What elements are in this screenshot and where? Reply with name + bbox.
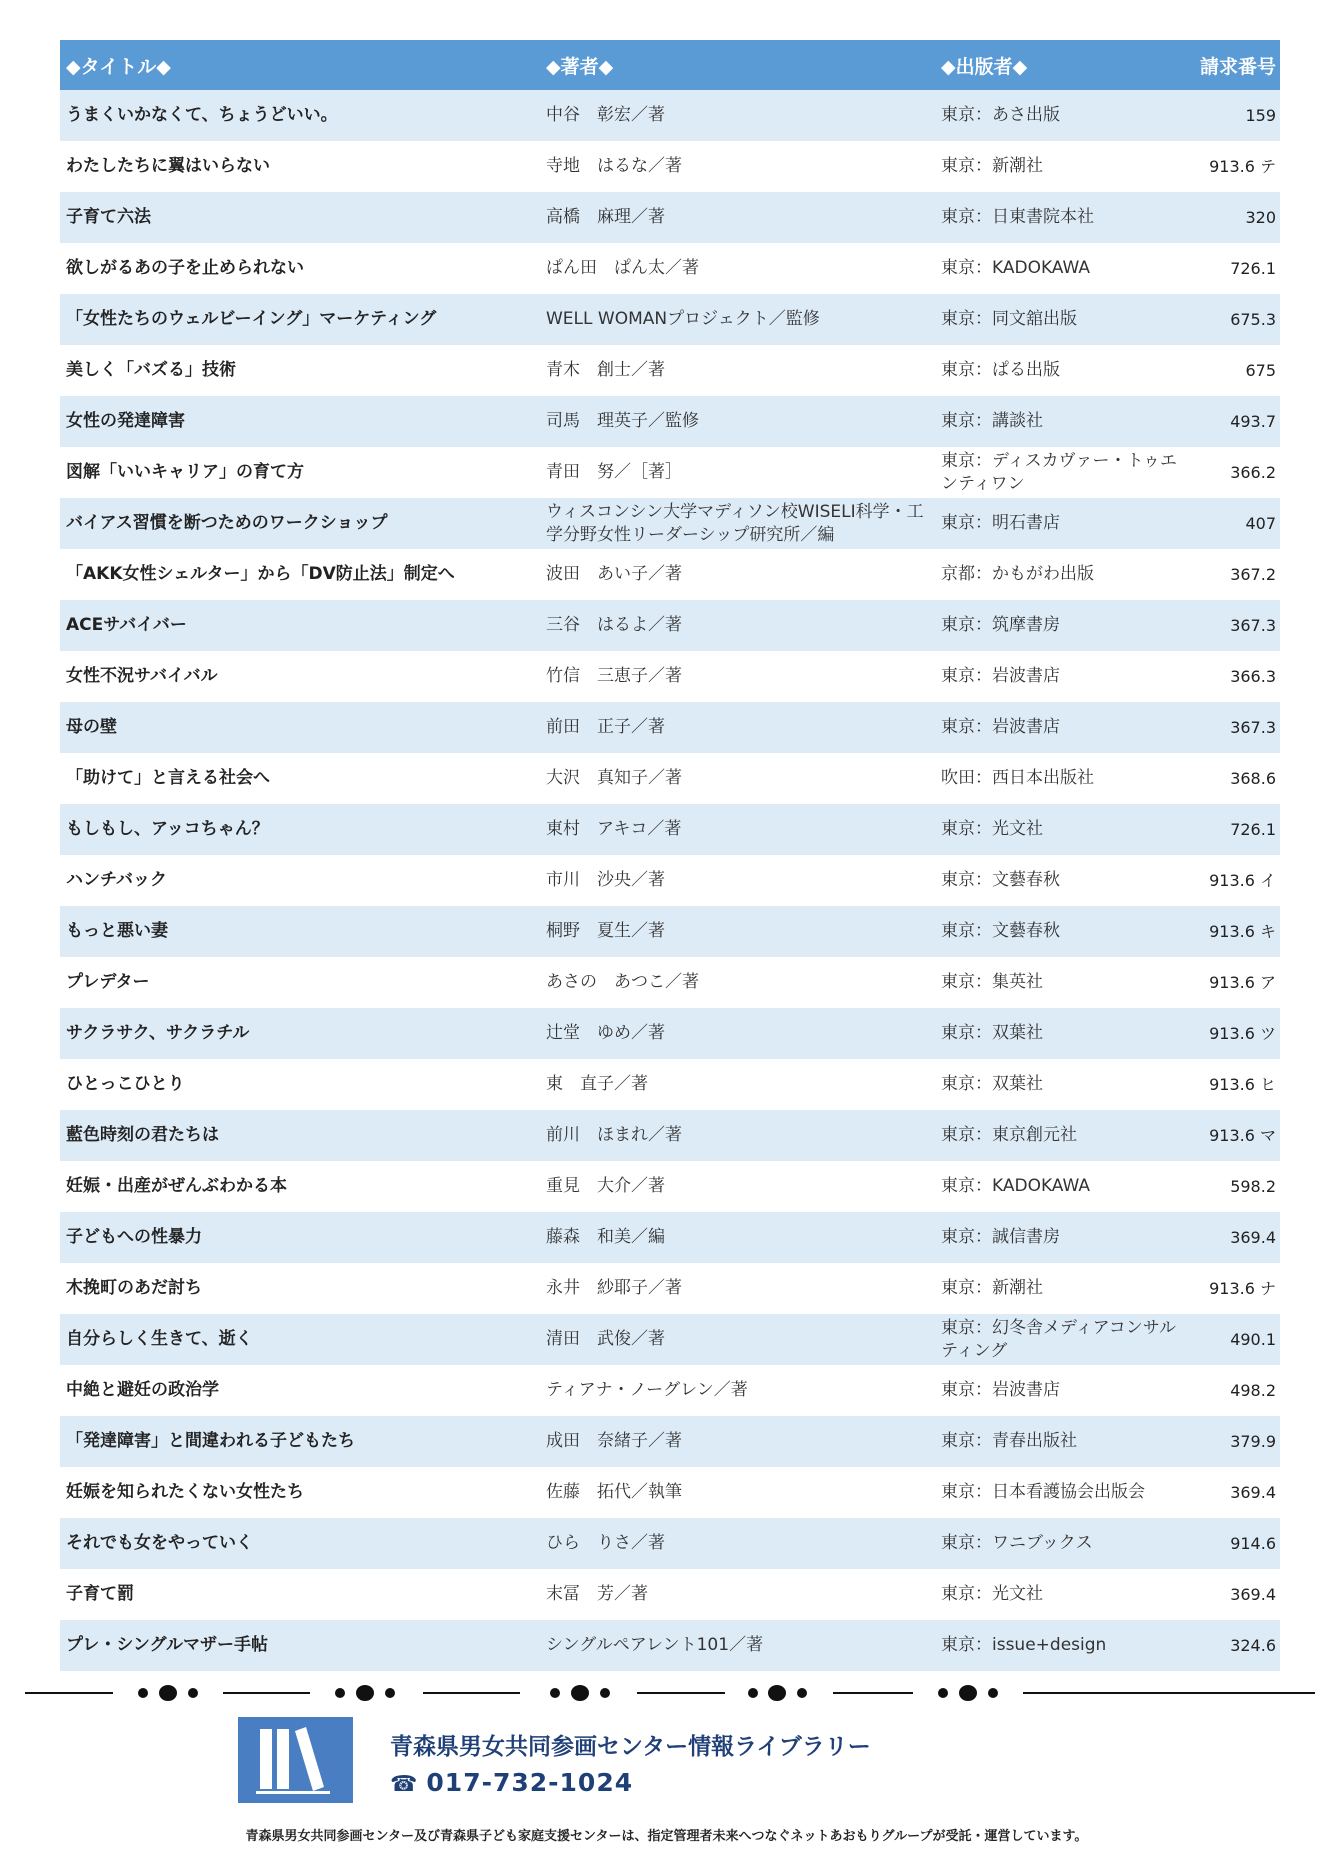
book-title: 美しく「バズる」技術: [66, 360, 236, 380]
book-title: 欲しがるあの子を止められない: [66, 258, 304, 278]
book-author: ぱん田 ぱん太／著: [546, 258, 699, 278]
book-publisher: 東京：光文社: [941, 1584, 1043, 1604]
book-call-number: 367.3: [1230, 616, 1276, 635]
book-call-number: 913.6 イ: [1209, 871, 1276, 890]
book-call-number: 368.6: [1230, 769, 1276, 788]
table-row: [60, 141, 1280, 192]
book-title: 妊娠を知られたくない女性たち: [66, 1482, 304, 1502]
book-publisher: 東京：ぱる出版: [941, 360, 1060, 380]
table-row: [60, 396, 1280, 447]
book-call-number: 320: [1245, 208, 1276, 227]
book-title: 女性不況サバイバル: [66, 666, 218, 686]
book-publisher: 東京：同文舘出版: [941, 309, 1077, 329]
book-author: 寺地 はるな／著: [546, 156, 682, 176]
book-author: 青田 努／［著］: [546, 462, 682, 482]
book-author: シングルペアレント101／著: [546, 1635, 764, 1655]
dotted-divider: [25, 1681, 1315, 1705]
table-row: [60, 1263, 1280, 1314]
book-publisher: 東京：筑摩書房: [941, 615, 1060, 635]
book-call-number: 913.6 ツ: [1209, 1024, 1276, 1043]
book-publisher: 東京：あさ出版: [941, 105, 1060, 125]
book-call-number: 913.6 マ: [1209, 1126, 1276, 1145]
book-publisher: 東京：新潮社: [941, 156, 1043, 176]
book-publisher: 東京：日東書院本社: [941, 207, 1094, 227]
table-row: [60, 600, 1280, 651]
book-publisher: 東京：光文社: [941, 819, 1043, 839]
book-publisher: 東京：新潮社: [941, 1278, 1043, 1298]
table-row: [60, 345, 1280, 396]
book-call-number: 675.3: [1230, 310, 1276, 329]
book-author: ひら りさ／著: [546, 1533, 665, 1553]
book-title: 子どもへの性暴力: [66, 1227, 202, 1247]
book-title: もしもし、アッコちゃん？: [66, 819, 269, 839]
book-author: ティアナ・ノーグレン／著: [546, 1380, 748, 1400]
table-header: [60, 40, 1280, 90]
table-row: [60, 1569, 1280, 1620]
book-call-number: 366.3: [1230, 667, 1276, 686]
table-row: [60, 498, 1280, 549]
book-call-number: 490.1: [1230, 1330, 1276, 1349]
books-icon: [238, 1717, 353, 1803]
table-row: [60, 294, 1280, 345]
table-row: [60, 753, 1280, 804]
table-row: [60, 1212, 1280, 1263]
book-call-number: 913.6 テ: [1209, 157, 1276, 176]
book-call-number: 913.6 ヒ: [1209, 1075, 1276, 1094]
book-publisher: 東京：KADOKAWA: [941, 258, 1091, 278]
book-call-number: 367.3: [1230, 718, 1276, 737]
book-call-number: 369.4: [1230, 1228, 1276, 1247]
table-row: [60, 957, 1280, 1008]
header-publisher: ◆出版者◆: [941, 55, 1028, 78]
book-call-number: 914.6: [1230, 1534, 1276, 1553]
book-title: 子育て六法: [66, 207, 151, 227]
table-row: [60, 1620, 1280, 1671]
book-publisher: 東京：東京創元社: [941, 1125, 1077, 1145]
book-author: 前川 ほまれ／著: [546, 1125, 682, 1145]
book-author: 藤森 和美／編: [546, 1227, 665, 1247]
book-publisher: 東京：日本看護協会出版会: [941, 1482, 1145, 1502]
book-call-number: 324.6: [1230, 1636, 1276, 1655]
book-author: 辻堂 ゆめ／著: [546, 1023, 665, 1043]
book-publisher: 東京：岩波書店: [941, 717, 1060, 737]
book-call-number: 159: [1245, 106, 1276, 125]
book-call-number: 913.6 ナ: [1209, 1279, 1276, 1298]
table-row: [60, 1110, 1280, 1161]
book-call-number: 726.1: [1230, 820, 1276, 839]
book-title: ひとっこひとり: [66, 1074, 185, 1094]
table-row: [60, 90, 1280, 141]
book-title: 女性の発達障害: [66, 411, 185, 431]
book-title: サクラサク、サクラチル: [66, 1023, 250, 1043]
header-row: [60, 40, 1280, 90]
book-call-number: 675: [1245, 361, 1276, 380]
book-list-table: [60, 40, 1280, 1671]
book-title: 「女性たちのウェルビーイング」マーケティング: [66, 309, 437, 329]
book-publisher: 京都：かもがわ出版: [941, 564, 1094, 584]
header-call-number: 請求番号: [1199, 55, 1276, 78]
table-row: [60, 855, 1280, 906]
table-row: [60, 906, 1280, 957]
book-author: あさの あつこ／著: [546, 972, 699, 992]
header-title: ◆タイトル◆: [66, 55, 171, 78]
book-author: 末冨 芳／著: [546, 1584, 648, 1604]
book-call-number: 367.2: [1230, 565, 1276, 584]
book-author: 青木 創士／著: [546, 360, 665, 380]
book-publisher: 東京：幻冬舎メディアコンサルティング: [941, 1317, 1176, 1361]
book-call-number: 726.1: [1230, 259, 1276, 278]
book-title: 中絶と避妊の政治学: [66, 1380, 219, 1400]
book-publisher: 東京：青春出版社: [941, 1431, 1077, 1451]
book-publisher: 東京：岩波書店: [941, 1380, 1060, 1400]
book-title: それでも女をやっていく: [66, 1533, 253, 1553]
book-title: 木挽町のあだ討ち: [66, 1278, 202, 1298]
book-author: 竹信 三恵子／著: [546, 666, 682, 686]
table-row: [60, 804, 1280, 855]
table-row: [60, 1467, 1280, 1518]
book-call-number: 407: [1245, 514, 1276, 533]
library-logo: [238, 1717, 353, 1803]
book-call-number: 366.2: [1230, 463, 1276, 482]
table-row: [60, 1365, 1280, 1416]
book-author: 佐藤 拓代／執筆: [546, 1482, 682, 1502]
book-publisher: 吹田：西日本出版社: [941, 768, 1094, 788]
phone-number: 017-732-1024: [426, 1768, 634, 1797]
book-author: 永井 紗耶子／著: [546, 1278, 682, 1298]
book-title: プレ・シングルマザー手帖: [66, 1635, 269, 1655]
book-author: WELL WOMANプロジェクト／監修: [546, 309, 820, 329]
table-row: [60, 1008, 1280, 1059]
book-call-number: 498.2: [1230, 1381, 1276, 1400]
table-body: [60, 90, 1280, 1671]
book-publisher: 東京：KADOKAWA: [941, 1176, 1091, 1196]
table-row: [60, 651, 1280, 702]
book-call-number: 913.6 キ: [1209, 922, 1276, 941]
book-call-number: 913.6 ア: [1209, 973, 1276, 992]
book-call-number: 379.9: [1230, 1432, 1276, 1451]
book-author: 重見 大介／著: [546, 1176, 665, 1196]
phone-number-line: [390, 1768, 633, 1797]
book-publisher: 東京：ワニブックス: [941, 1533, 1093, 1553]
book-author: 市川 沙央／著: [546, 870, 665, 890]
management-note: 青森県男女共同参画センター及び青森県子ども家庭支援センターは、指定管理者未来へつなぐネットあおもりグループが受託・運営しています。: [245, 1829, 1088, 1844]
book-title: 母の壁: [66, 717, 117, 737]
table-row: [60, 1161, 1280, 1212]
book-author: 波田 あい子／著: [546, 564, 682, 584]
book-author: 三谷 はるよ／著: [546, 615, 682, 635]
table-row: [60, 192, 1280, 243]
book-author: 大沢 真知子／著: [546, 768, 682, 788]
book-author: 高橋 麻理／著: [546, 207, 665, 227]
table-row: [60, 702, 1280, 753]
header-author: ◆著者◆: [546, 55, 614, 78]
book-author: 東村 アキコ／著: [546, 819, 682, 839]
book-publisher: 東京：誠信書房: [941, 1227, 1060, 1247]
book-author: 桐野 夏生／著: [546, 921, 665, 941]
book-title: もっと悪い妻: [66, 921, 168, 941]
book-publisher: 東京：文藝春秋: [941, 921, 1060, 941]
book-title: 「発達障害」と間違われる子どもたち: [66, 1431, 355, 1451]
book-title: うまくいかなくて、ちょうどいい。: [66, 105, 338, 125]
book-title: 「AKK女性シェルター」から「DV防止法」制定へ: [66, 564, 455, 584]
book-publisher: 東京：ディスカヴァー・トゥエンティワン: [941, 450, 1178, 494]
book-publisher: 東京：issue+design: [941, 1635, 1107, 1655]
book-publisher: 東京：講談社: [941, 411, 1043, 431]
book-author: 東 直子／著: [546, 1074, 648, 1094]
book-title: 図解「いいキャリア」の育て方: [66, 462, 304, 482]
table-row: [60, 243, 1280, 294]
table-row: [60, 1518, 1280, 1569]
table-row: [60, 1314, 1280, 1365]
book-title: バイアス習慣を断つためのワークショップ: [66, 513, 388, 533]
book-call-number: 369.4: [1230, 1483, 1276, 1502]
table-row: [60, 549, 1280, 600]
book-publisher: 東京：文藝春秋: [941, 870, 1060, 890]
book-title: 藍色時刻の君たちは: [66, 1125, 219, 1145]
book-author: 前田 正子／著: [546, 717, 665, 737]
book-author: 成田 奈緒子／著: [546, 1431, 682, 1451]
book-publisher: 東京：双葉社: [941, 1023, 1043, 1043]
book-publisher: 東京：岩波書店: [941, 666, 1060, 686]
book-title: わたしたちに翼はいらない: [66, 156, 270, 176]
table-row: [60, 447, 1280, 498]
phone-icon: ☎: [390, 1772, 419, 1797]
book-title: ハンチバック: [66, 870, 167, 890]
organization-name: 青森県男女共同参画センター情報ライブラリー: [390, 1734, 871, 1760]
book-author: 清田 武俊／著: [546, 1329, 665, 1349]
book-title: 自分らしく生きて、逝く: [66, 1329, 253, 1349]
table-row: [60, 1059, 1280, 1110]
book-publisher: 東京：集英社: [941, 972, 1043, 992]
book-call-number: 369.4: [1230, 1585, 1276, 1604]
book-author: ウィスコンシン大学マディソン校WISELI科学・工学分野女性リーダーシップ研究所／編: [546, 501, 924, 545]
book-publisher: 東京：双葉社: [941, 1074, 1043, 1094]
book-publisher: 東京：明石書店: [941, 513, 1060, 533]
book-title: 「助けて」と言える社会へ: [66, 768, 270, 788]
table-row: [60, 1416, 1280, 1467]
book-title: 子育て罰: [66, 1584, 134, 1604]
book-call-number: 598.2: [1230, 1177, 1276, 1196]
book-author: 中谷 彰宏／著: [546, 105, 665, 125]
book-author: 司馬 理英子／監修: [546, 411, 699, 431]
book-title: プレデター: [66, 972, 150, 992]
book-call-number: 493.7: [1230, 412, 1276, 431]
book-title: 妊娠・出産がぜんぶわかる本: [66, 1176, 287, 1196]
book-title: ACEサバイバー: [66, 615, 187, 635]
